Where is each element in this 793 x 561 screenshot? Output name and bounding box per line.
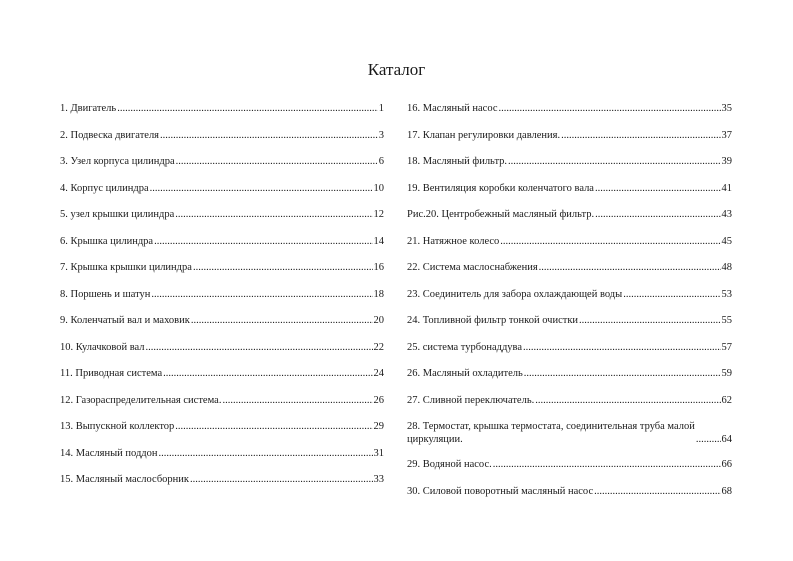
toc-entry-label: 8. Поршень и шатун [60,288,151,300]
page-title: Каталог [367,60,426,79]
dot-leader [579,314,720,327]
toc-entry[interactable] [60,182,384,195]
toc-entry[interactable] [60,394,384,407]
toc-entry-label: 5. узел крышки цилиндра [60,209,175,220]
dot-leader [222,394,372,407]
toc-entry[interactable] [407,458,732,471]
toc-entry-page: 43 [721,209,732,220]
toc-entry-page: 55 [721,315,732,326]
toc-entry-page: 24 [373,368,384,379]
toc-entry[interactable] [407,261,732,274]
dot-leader [499,102,721,115]
toc-entry-label: 3. Узел корпуса цилиндра [60,156,175,167]
toc-entry-label: 13. Выпускной коллектор [60,421,175,432]
toc-entry-label: 21. Натяжное колесо [407,235,500,247]
toc-entry-page: 29 [373,421,384,432]
dot-leader [193,261,373,274]
toc-entry-label: 9. Коленчатый вал и маховик [60,315,190,326]
toc-entry[interactable] [60,261,384,274]
toc-entry-page: 12 [373,209,384,220]
toc-entry-page: 6 [378,156,384,167]
toc-entry[interactable] [407,314,732,327]
toc-entry-page: 26 [373,394,384,406]
toc-entry-page: 14 [373,235,384,247]
toc-entry-page: 45 [721,235,732,247]
toc-entry-label: 30. Силовой поворотный масляный насос [407,485,594,497]
toc-entry-label: 22. Система маслоснабжения [407,262,538,273]
toc-entry-page: 3 [378,129,384,141]
dot-leader [191,314,373,327]
toc-entry[interactable] [407,288,732,301]
toc-entry[interactable] [60,447,384,460]
toc-entry-label: 15. Масляный маслосборник [60,474,190,485]
dot-leader [508,155,720,168]
toc-entry-label: 7. Крышка крышки цилиндра [60,262,192,273]
dot-leader [117,102,378,115]
dot-leader [159,447,373,460]
toc-entry[interactable] [407,155,732,168]
toc-entry-label: 24. Топливной фильтр тонкой очистки [407,315,579,326]
dot-leader [595,182,721,195]
toc-entry[interactable] [407,367,732,380]
toc-entry[interactable] [407,235,732,248]
toc-entry-label: Рис.20. Центробежный масляный фильтр. [407,209,595,220]
toc-entry[interactable] [60,314,384,327]
toc-entry-page: 31 [373,447,384,459]
toc-entry[interactable] [60,102,384,115]
toc-entry-page: 66 [721,459,732,470]
toc-entry-label: 16. Масляный насос [407,103,498,114]
toc-entry-page: 39 [721,156,732,167]
toc-entry-label [407,420,695,446]
toc-entry[interactable] [60,367,384,380]
toc-entry-page: 68 [721,485,732,497]
dot-leader [539,261,721,274]
dot-leader [175,420,372,433]
dot-leader [154,235,372,248]
toc-entry-label: 6. Крышка цилиндра [60,235,154,247]
toc-entry[interactable] [60,129,384,142]
toc-entry-page: 10 [373,182,384,194]
toc-entry-page: 37 [721,129,732,141]
toc-entry[interactable] [407,394,732,407]
toc-entry[interactable] [407,341,732,354]
toc-entry-label: 4. Корпус цилиндра [60,182,149,194]
dot-leader [696,433,721,446]
dot-leader [163,367,372,380]
toc-entry-label: 29. Водяной насос. [407,459,492,470]
toc-entry-label: 18. Масляный фильтр. [407,156,508,167]
toc-entry-page: 33 [373,474,384,485]
toc-entry-page: 53 [721,288,732,300]
dot-leader [175,208,372,221]
toc-entry-label: 23. Соединитель для забора охлаждающей воды [407,288,623,300]
toc-entry-label: 12. Газораспределительная система. [60,394,222,406]
toc-entry[interactable] [407,208,732,221]
toc-entry-label: 1. Двигатель [60,103,117,114]
dot-leader [493,458,721,471]
toc-entry-page: 62 [721,394,732,406]
toc-entry-label: 14. Масляный поддон [60,447,158,459]
toc-entry[interactable] [60,155,384,168]
toc-entry-page: 35 [721,103,732,114]
dot-leader [176,155,378,168]
toc-entry[interactable] [60,420,384,433]
dot-leader [160,129,378,142]
toc-entry-label-line1: 28. Термостат, крышка термостата, соединительная труба малой [407,421,695,432]
toc-entry[interactable] [60,288,384,301]
toc-entry-page: 16 [373,262,384,273]
dot-leader [595,208,720,221]
dot-leader [524,367,721,380]
toc-entry-label: 17. Клапан регулировки давления. [407,129,561,141]
dot-leader [190,473,372,486]
toc-entry-label: 10. Кулачковой вал [60,341,145,353]
toc-right-column [407,102,732,511]
toc-entry-page: 41 [721,182,732,194]
toc-entry[interactable] [407,420,732,446]
toc-entry-page: 64 [721,434,732,445]
dot-leader [150,182,373,195]
dot-leader [151,288,372,301]
dot-leader [523,341,720,354]
toc-entry-page: 22 [373,341,384,353]
toc-entry-page: 48 [721,262,732,273]
toc-entry[interactable] [407,182,732,195]
toc-entry-label: 26. Масляный охладитель [407,368,523,379]
toc-entry-page: 1 [378,103,384,114]
toc-entry-label: 11. Приводная система [60,368,163,379]
toc-entry[interactable] [407,129,732,142]
toc-entry[interactable] [60,208,384,221]
dot-leader [594,485,720,498]
toc-entry-page: 57 [721,341,732,353]
toc-entry-page: 18 [373,288,384,300]
dot-leader [561,129,720,142]
dot-leader [500,235,720,248]
toc-entry-label: 19. Вентиляция коробки коленчатого вала [407,182,594,194]
toc-entry-page: 59 [721,368,732,379]
toc-entry-label: 27. Сливной переключатель. [407,394,535,406]
toc-entry[interactable] [60,235,384,248]
toc-entry[interactable] [407,485,732,498]
toc-entry[interactable] [60,341,384,354]
dot-leader [146,341,373,354]
toc-entry-label: 2. Подвеска двигателя [60,129,160,141]
toc-entry[interactable] [60,473,384,486]
toc-entry-label: 25. система турбонаддува [407,341,523,353]
toc-entry-label-line2: циркуляции. [407,434,463,445]
dot-leader [623,288,720,301]
toc-entry[interactable] [407,102,732,115]
dot-leader [535,394,720,407]
toc-left-column [60,102,384,500]
toc-entry-page: 20 [373,315,384,326]
